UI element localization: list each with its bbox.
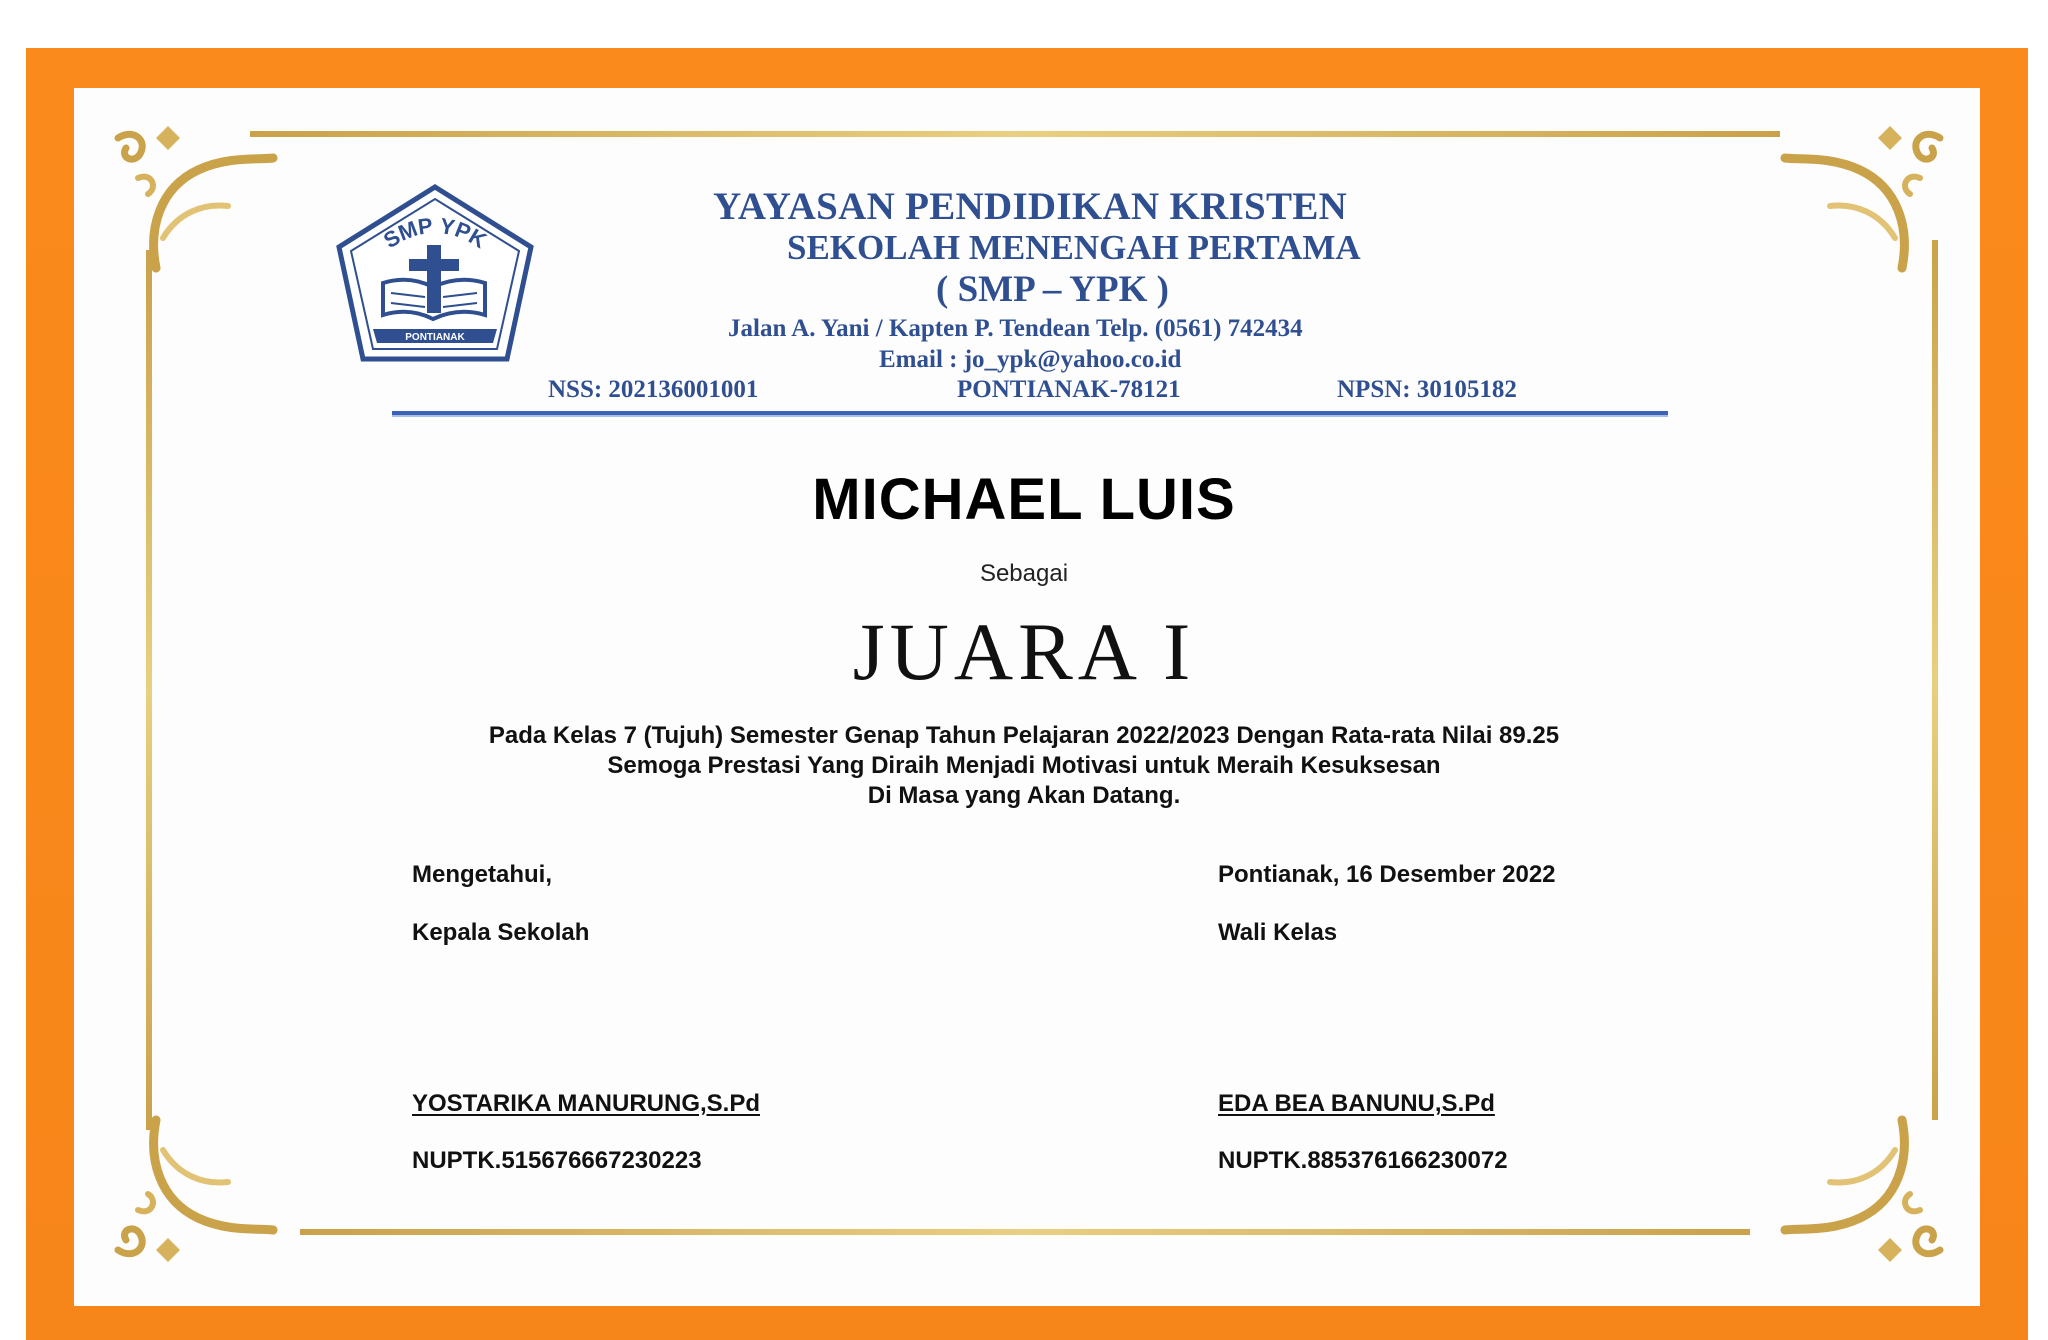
certificate-body-line: Pada Kelas 7 (Tujuh) Semester Genap Tahun Pelajaran 2022/2023 Dengan Rata-rata Nilai 89.25 — [488, 722, 1560, 749]
school-crest-logo — [333, 183, 537, 363]
recipient-name: MICHAEL LUIS — [812, 467, 1236, 532]
corner-ornament-bottom-right — [1780, 1100, 1950, 1270]
corner-ornament-top-right — [1780, 118, 1950, 288]
gold-border-top — [250, 131, 1780, 137]
homeroom-teacher-name: EDA BEA BANUNU,S.Pd — [1218, 1090, 1495, 1117]
foundation-name: YAYASAN PENDIDIKAN KRISTEN — [713, 185, 1348, 228]
principal-nuptk: NUPTK.515676667230223 — [412, 1147, 702, 1174]
school-email: Email : jo_ypk@yahoo.co.id — [879, 346, 1182, 373]
corner-ornament-bottom-left — [108, 1100, 278, 1270]
gold-border-bottom — [300, 1229, 1750, 1235]
svg-text:SMP YPK: SMP YPK — [378, 212, 491, 254]
school-name: SEKOLAH MENENGAH PERTAMA — [787, 228, 1361, 267]
school-npsn: NPSN: 30105182 — [1337, 376, 1517, 403]
school-nss: NSS: 202136001001 — [548, 376, 759, 403]
school-city: PONTIANAK-78121 — [957, 376, 1181, 403]
principal-name: YOSTARIKA MANURUNG,S.Pd — [412, 1090, 760, 1117]
place-date: Pontianak, 16 Desember 2022 — [1218, 861, 1556, 888]
award-title: JUARA I — [852, 606, 1196, 697]
header-divider — [392, 411, 1668, 417]
corner-ornament-top-left — [108, 118, 278, 288]
school-address: Jalan A. Yani / Kapten P. Tendean Telp. (0561) 742434 — [728, 315, 1303, 342]
homeroom-teacher-nuptk: NUPTK.885376166230072 — [1218, 1147, 1508, 1174]
svg-text:PONTIANAK: PONTIANAK — [405, 332, 465, 343]
acknowledgement-label: Mengetahui, — [412, 861, 553, 888]
principal-title: Kepala Sekolah — [412, 919, 590, 946]
as-label: Sebagai — [979, 560, 1069, 587]
certificate-body-line: Semoga Prestasi Yang Diraih Menjadi Motivasi untuk Meraih Kesuksesan — [607, 752, 1441, 779]
certificate-body-line: Di Masa yang Akan Datang. — [867, 782, 1181, 809]
school-abbreviation: ( SMP – YPK ) — [936, 269, 1169, 310]
homeroom-teacher-title: Wali Kelas — [1218, 919, 1338, 946]
